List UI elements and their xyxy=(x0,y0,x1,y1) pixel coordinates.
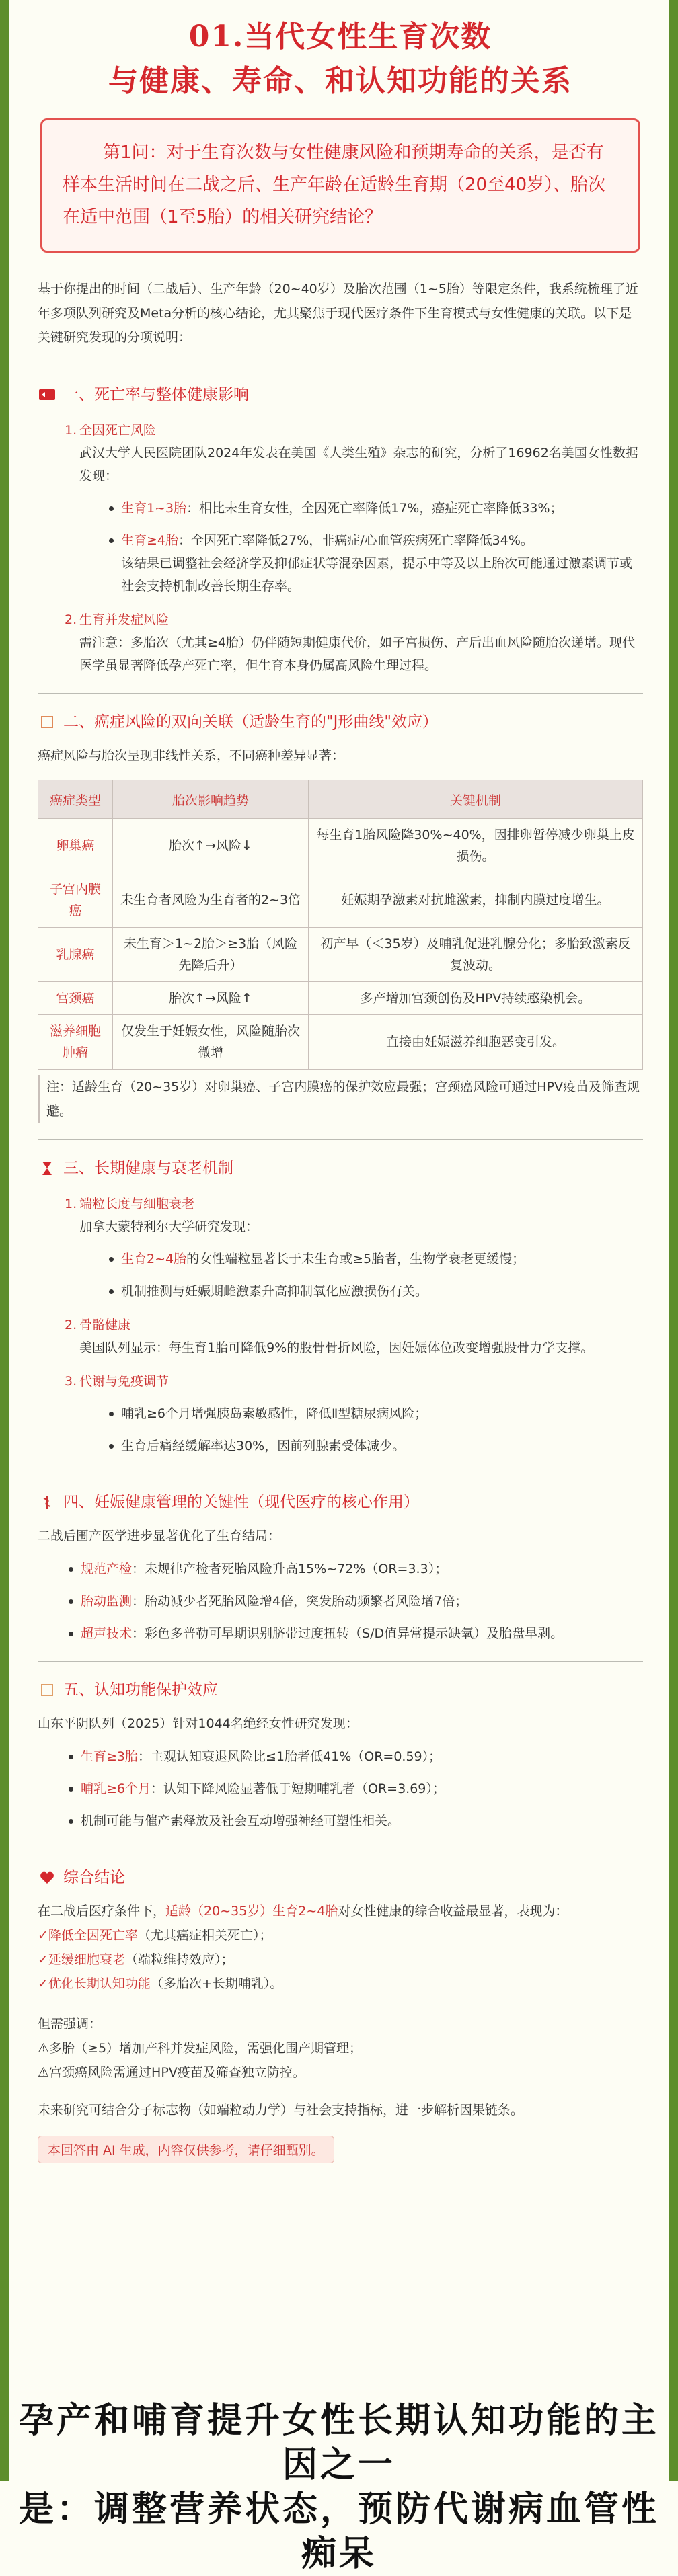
bullet-text: 的女性端粒显著长于未生育或≥5胎者，生物学衰老更缓慢； xyxy=(186,1252,525,1266)
warning-icon: ⚠ xyxy=(38,2065,50,2080)
section-4-title: 四、妊娠健康管理的关键性（现代医疗的核心作用） xyxy=(63,1494,419,1511)
section-4-lead: 二战后围产医学进步显著优化了生育结局： xyxy=(38,1529,281,1543)
table-header: 癌症类型 xyxy=(38,780,113,819)
warning-icon: ⚠ xyxy=(38,2041,50,2056)
title-line-1: 01.当代女性生育次数 xyxy=(188,19,492,54)
bullet-text: 机制推测与妊娠期雌激素升高抑制氧化应激损伤有关。 xyxy=(121,1284,428,1299)
future-text: 未来研究可结合分子标志物（如端粒动力学）与社会支持指标，进一步解析因果链条。 xyxy=(38,2103,524,2118)
bullet-label: 规范产检 xyxy=(81,1562,133,1576)
conclusion-lead xyxy=(38,1899,643,1923)
caution-text: 多胎（≥5）增加产科并发症风险，需强化围产期管理； xyxy=(49,2041,363,2056)
section-6-heading xyxy=(38,1864,643,1891)
caution-text: 宫颈癌风险需通过HPV疫苗及筛查独立防控。 xyxy=(49,2065,305,2080)
table-cell: 乳腺癌 xyxy=(38,928,113,982)
check-icon: ✓ xyxy=(38,1976,48,1991)
table-row xyxy=(38,819,643,873)
table-header: 关键机制 xyxy=(309,780,643,819)
bullet-item xyxy=(38,529,643,598)
bullet-text: ：未规律产检者死胎风险升高15%~72%（OR=3.3）； xyxy=(132,1562,448,1576)
table-header-row xyxy=(38,780,643,819)
item-body: 武汉大学人民医院团队2024年发表在美国《人类生殖》杂志的研究，分析了16962名美国女性数据发现： xyxy=(79,446,638,483)
table-note: 注：适龄生育（20~35岁）对卵巢癌、子宫内膜癌的保护效应最强；宫颈癌风险可通过HPV疫苗及筛查规避。 xyxy=(38,1075,643,1123)
section-4-heading xyxy=(38,1489,643,1516)
table-cell: 多产增加宫颈创伤及HPV持续感染机会。 xyxy=(309,982,643,1015)
intro-paragraph: 基于你提出的时间（二战后）、生产年龄（20~40岁）及胎次范围（1~5胎）等限定条件，我系统梳理了近年多项队列研究及Meta分析的核心结论，尤其聚焦于现代医疗条件下生育模式与女性健康的关联。以下是关键研究发现的分项说明： xyxy=(38,282,638,345)
table-cell: 初产早（＜35岁）及哺乳促进乳腺分化；多胎致激素反复波动。 xyxy=(309,928,643,982)
check-label: 优化长期认知功能 xyxy=(48,1976,151,1991)
table-cell: 卵巢癌 xyxy=(38,819,113,873)
section-2-heading xyxy=(38,709,643,735)
table-cell: 每生育1胎风险降30%~40%，因排卵暂停减少卵巢上皮损伤。 xyxy=(309,819,643,873)
caution-item xyxy=(38,2060,643,2085)
section-6-title: 综合结论 xyxy=(63,1869,125,1886)
section-1-heading xyxy=(38,381,643,408)
list-item xyxy=(38,419,643,487)
cancer-table xyxy=(38,780,643,1070)
brain-icon xyxy=(38,1681,57,1699)
article xyxy=(38,0,643,2163)
table-cell: 胎次↑→风险↑ xyxy=(113,982,309,1015)
section-3-title: 三、长期健康与衰老机制 xyxy=(63,1160,233,1177)
section-2-title: 二、癌症风险的双向关联（适龄生育的"J形曲线"效应） xyxy=(63,713,438,731)
bullet-text: ：彩色多普勒可早期识别脐带过度扭转（S/D值异常提示缺氧）及胎盘早剥。 xyxy=(132,1626,564,1641)
title-line-2: 与健康、寿命、和认知功能的关系 xyxy=(108,64,572,98)
bullet-item xyxy=(38,1435,643,1457)
bullet-label: 超声技术 xyxy=(81,1626,133,1641)
bullet-item xyxy=(38,1248,643,1271)
bullet-text: ：主观认知衰退风险比≤1胎者低41%（OR=0.59）； xyxy=(138,1749,442,1764)
item-number: 2. xyxy=(65,612,77,627)
bullet-text: 哺乳≥6个月增强胰岛素敏感性，降低Ⅱ型糖尿病风险； xyxy=(121,1406,428,1421)
section-5-heading xyxy=(38,1677,643,1703)
heart-icon xyxy=(38,1868,57,1887)
bullet-text: ：认知下降风险显著低于短期哺乳者（OR=3.69）； xyxy=(151,1781,445,1796)
section-5-title: 五、认知功能保护效应 xyxy=(63,1681,218,1699)
item-name: 全因死亡风险 xyxy=(79,423,157,438)
list-item xyxy=(38,1193,643,1238)
table-cell: 直接由妊娠滋养细胞恶变引发。 xyxy=(309,1015,643,1070)
table-row xyxy=(38,873,643,928)
bullet-label: 生育2~4胎 xyxy=(121,1252,187,1266)
bullet-item xyxy=(38,1622,643,1645)
list-item xyxy=(38,1370,643,1393)
table-cell: 子宫内膜癌 xyxy=(38,873,113,928)
bullet-text: ：全因死亡率降低27%，非癌症/心血管疾病死亡率降低34%。 xyxy=(178,533,533,548)
caduceus-icon xyxy=(38,1493,57,1512)
question-box: 第1问：对于生育次数与女性健康风险和预期寿命的关系，是否有样本生活时间在二战之后、生产年龄在适龄生育期（20至40岁）、胎次在适中范围（1至5胎）的相关研究结论？ xyxy=(40,118,640,253)
list-item xyxy=(38,608,643,677)
table-row xyxy=(38,982,643,1015)
item-name: 生育并发症风险 xyxy=(79,612,170,627)
table-cell: 胎次↑→风险↓ xyxy=(113,819,309,873)
table-row xyxy=(38,928,643,982)
check-label: 延缓细胞衰老 xyxy=(48,1952,125,1967)
bullet-item xyxy=(38,1745,643,1768)
bullet-text: ：胎动减少者死胎风险增4倍，突发胎动频繁者风险增7倍； xyxy=(132,1594,468,1609)
item-number: 1. xyxy=(65,1197,77,1211)
section-1-title: 一、死亡率与整体健康影响 xyxy=(63,386,249,403)
check-icon: ✓ xyxy=(38,1952,48,1967)
bullet-label: 生育1~3胎 xyxy=(121,501,187,516)
bullet-item xyxy=(38,1402,643,1425)
caution-item xyxy=(38,2036,643,2060)
bullet-text: 机制可能与催产素释放及社会互动增强神经可塑性相关。 xyxy=(81,1814,401,1828)
item-body: 美国队列显示：每生育1胎可降低9%的股骨骨折风险，因妊娠体位改变增强股骨力学支撑。 xyxy=(79,1340,594,1355)
item-body: 需注意：多胎次（尤其≥4胎）仍伴随短期健康代价，如子宫损伤、产后出血风险随胎次递增。现代医学虽显著降低孕产死亡率，但生育本身仍属高风险生理过程。 xyxy=(79,635,636,673)
hourglass-icon xyxy=(38,1159,57,1178)
check-label: 降低全因死亡率 xyxy=(48,1928,138,1943)
bullet-label: 胎动监测 xyxy=(81,1594,133,1609)
bottom-caption xyxy=(9,2399,669,2576)
conclusion-text: 对女性健康的综合收益最显著，表现为： xyxy=(338,1904,568,1919)
check-item xyxy=(38,1923,643,1947)
check-item xyxy=(38,1947,643,1972)
section-2-lead: 癌症风险与胎次呈现非线性关系，不同癌种差异显著： xyxy=(38,748,345,763)
table-header: 胎次影响趋势 xyxy=(113,780,309,819)
bullet-label: 哺乳≥6个月 xyxy=(81,1781,151,1796)
table-cell: 未生育者风险为生育者的2~3倍 xyxy=(113,873,309,928)
check-text: （尤其癌症相关死亡）； xyxy=(137,1928,272,1943)
flag-icon xyxy=(38,385,57,404)
item-name: 骨骼健康 xyxy=(79,1318,131,1332)
caption-line-2: 是：调整营养状态，预防代谢病血管性痴呆 xyxy=(18,2489,659,2574)
table-cell: 宫颈癌 xyxy=(38,982,113,1015)
ribbon-icon xyxy=(38,713,57,731)
ai-disclaimer: 本回答由 AI 生成，内容仅供参考，请仔细甄别。 xyxy=(38,2136,334,2163)
bullet-item xyxy=(38,1558,643,1580)
bullet-label: 生育≥3胎 xyxy=(81,1749,139,1764)
section-3-heading xyxy=(38,1155,643,1182)
divider xyxy=(38,1139,643,1140)
caption-line-1: 孕产和哺育提升女性长期认知功能的主因之一 xyxy=(18,2400,659,2485)
table-cell: 未生育＞1~2胎＞≥3胎（风险先降后升） xyxy=(113,928,309,982)
item-body: 加拿大蒙特利尔大学研究发现： xyxy=(79,1219,259,1234)
caution-title: 但需强调： xyxy=(38,2017,102,2031)
item-name: 代谢与免疫调节 xyxy=(79,1374,170,1389)
check-text: （端粒维持效应）； xyxy=(124,1952,234,1967)
section-5-lead: 山东平阴队列（2025）针对1044名绝经女性研究发现： xyxy=(38,1716,359,1731)
check-item xyxy=(38,1972,643,1996)
item-name: 端粒长度与细胞衰老 xyxy=(79,1197,195,1211)
bullet-item xyxy=(38,1590,643,1613)
page-title xyxy=(38,0,643,104)
table-row xyxy=(38,1015,643,1070)
item-number: 1. xyxy=(65,423,77,438)
check-icon: ✓ xyxy=(38,1928,48,1943)
conclusion-highlight: 适龄（20~35岁）生育2~4胎 xyxy=(165,1904,338,1919)
item-number: 3. xyxy=(65,1374,77,1389)
list-item xyxy=(38,1314,643,1359)
table-cell: 仅发生于妊娠女性，风险随胎次微增 xyxy=(113,1015,309,1070)
bullet-item xyxy=(38,1280,643,1303)
bullet-text: ：相比未生育女性，全因死亡率降低17%，癌症死亡率降低33%； xyxy=(186,501,563,516)
bullet-text: 生育后痛经缓解率达30%，因前列腺素受体减少。 xyxy=(121,1439,406,1453)
table-cell: 滋养细胞肿瘤 xyxy=(38,1015,113,1070)
bullet-item xyxy=(38,1810,643,1833)
item-number: 2. xyxy=(65,1318,77,1332)
divider xyxy=(38,693,643,694)
bullet-extra: 该结果已调整社会经济学及抑郁症状等混杂因素，提示中等及以上胎次可能通过激素调节或社会支持机制改善长期生存率。 xyxy=(121,556,633,594)
bullet-label: 生育≥4胎 xyxy=(121,533,179,548)
table-cell: 妊娠期孕激素对抗雌激素，抑制内膜过度增生。 xyxy=(309,873,643,928)
check-text: （多胎次+长期哺乳）。 xyxy=(150,1976,283,1991)
conclusion-text: 在二战后医疗条件下， xyxy=(38,1904,166,1919)
divider xyxy=(38,1661,643,1662)
bullet-item xyxy=(38,497,643,520)
bullet-item xyxy=(38,1777,643,1800)
